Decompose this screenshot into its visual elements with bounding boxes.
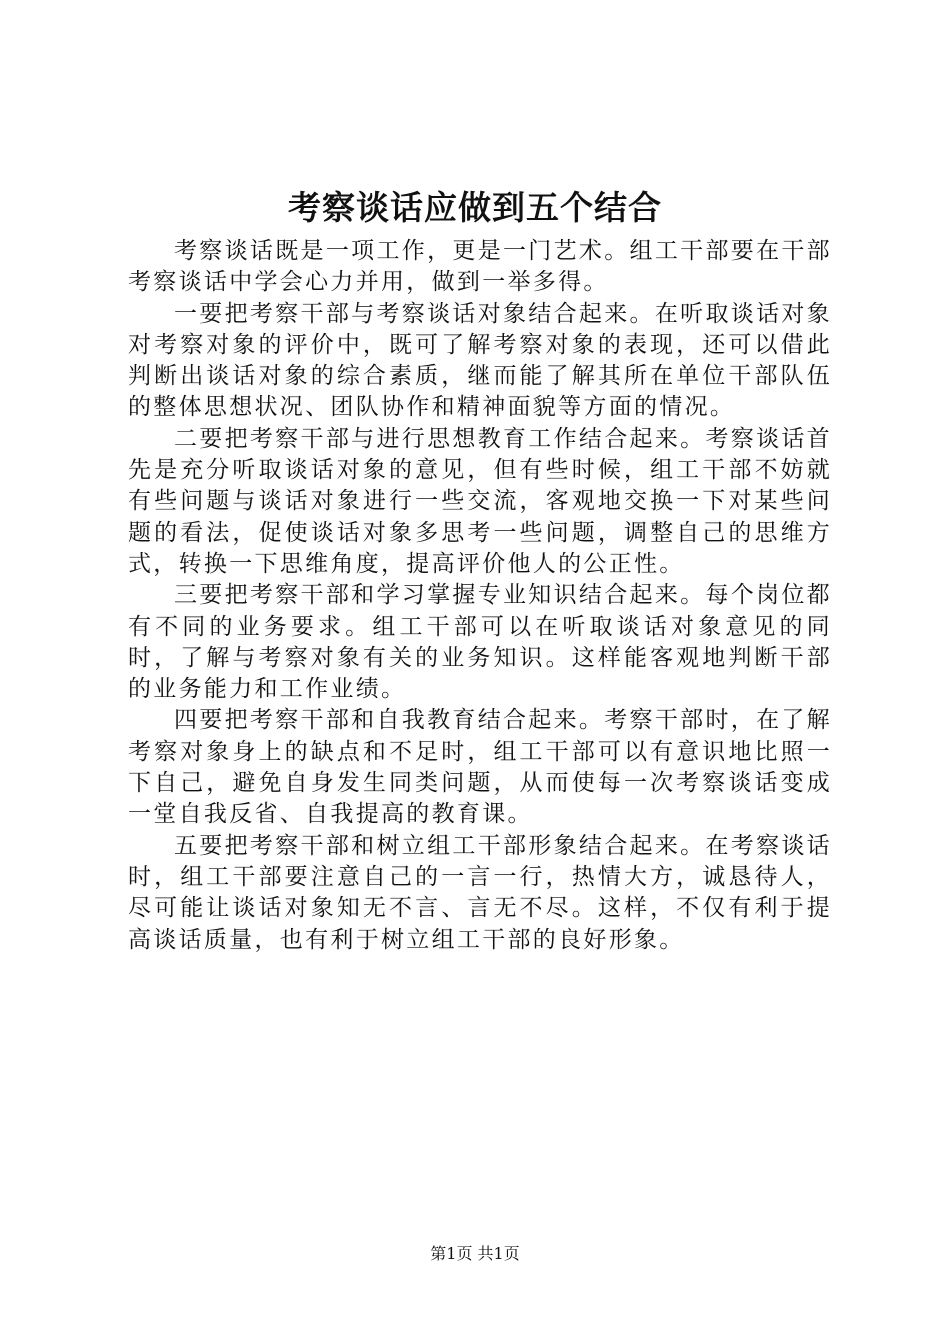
- paragraph-first-point: 一要把考察干部与考察谈话对象结合起来。在听取谈话对象对考察对象的评价中，既可了解考察对象的表现，还可以借此判断出谈话对象的综合素质，继而能了解其所在单位干部队伍的整体思想状况、团队协作和精神面貌等方面的情况。: [128, 300, 832, 421]
- paragraph-intro: 考察谈话既是一项工作，更是一门艺术。组工干部要在干部考察谈话中学会心力并用，做到一举多得。: [128, 238, 832, 296]
- page-number-footer: 第1页 共1页: [430, 1244, 520, 1263]
- paragraph-third-point: 三要把考察干部和学习掌握专业知识结合起来。每个岗位都有不同的业务要求。组工干部可以在听取谈话对象意见的同时，了解与考察对象有关的业务知识。这样能客观地判断干部的业务能力和工作业绩。: [128, 582, 832, 703]
- paragraph-fourth-point: 四要把考察干部和自我教育结合起来。考察干部时，在了解考察对象身上的缺点和不足时，组工干部可以有意识地比照一下自己，避免自身发生同类问题，从而使每一次考察谈话变成一堂自我反省、自我提高的教育课。: [128, 707, 832, 828]
- paragraph-second-point: 二要把考察干部与进行思想教育工作结合起来。考察谈话首先是充分听取谈话对象的意见，但有些时候，组工干部不妨就有些问题与谈话对象进行一些交流，客观地交换一下对某些问题的看法，促使谈话对象多思考一些问题，调整自己的思维方式，转换一下思维角度，提高评价他人的公正性。: [128, 425, 832, 577]
- document-body: [128, 236, 832, 956]
- paragraph-fifth-point: 五要把考察干部和树立组工干部形象结合起来。在考察谈话时，组工干部要注意自己的一言一行，热情大方，诚恳待人，尽可能让谈话对象知无不言、言无不尽。这样，不仅有利于提高谈话质量，也有利于树立组工干部的良好形象。: [128, 832, 832, 953]
- document-title: 考察谈话应做到五个结合: [288, 188, 662, 227]
